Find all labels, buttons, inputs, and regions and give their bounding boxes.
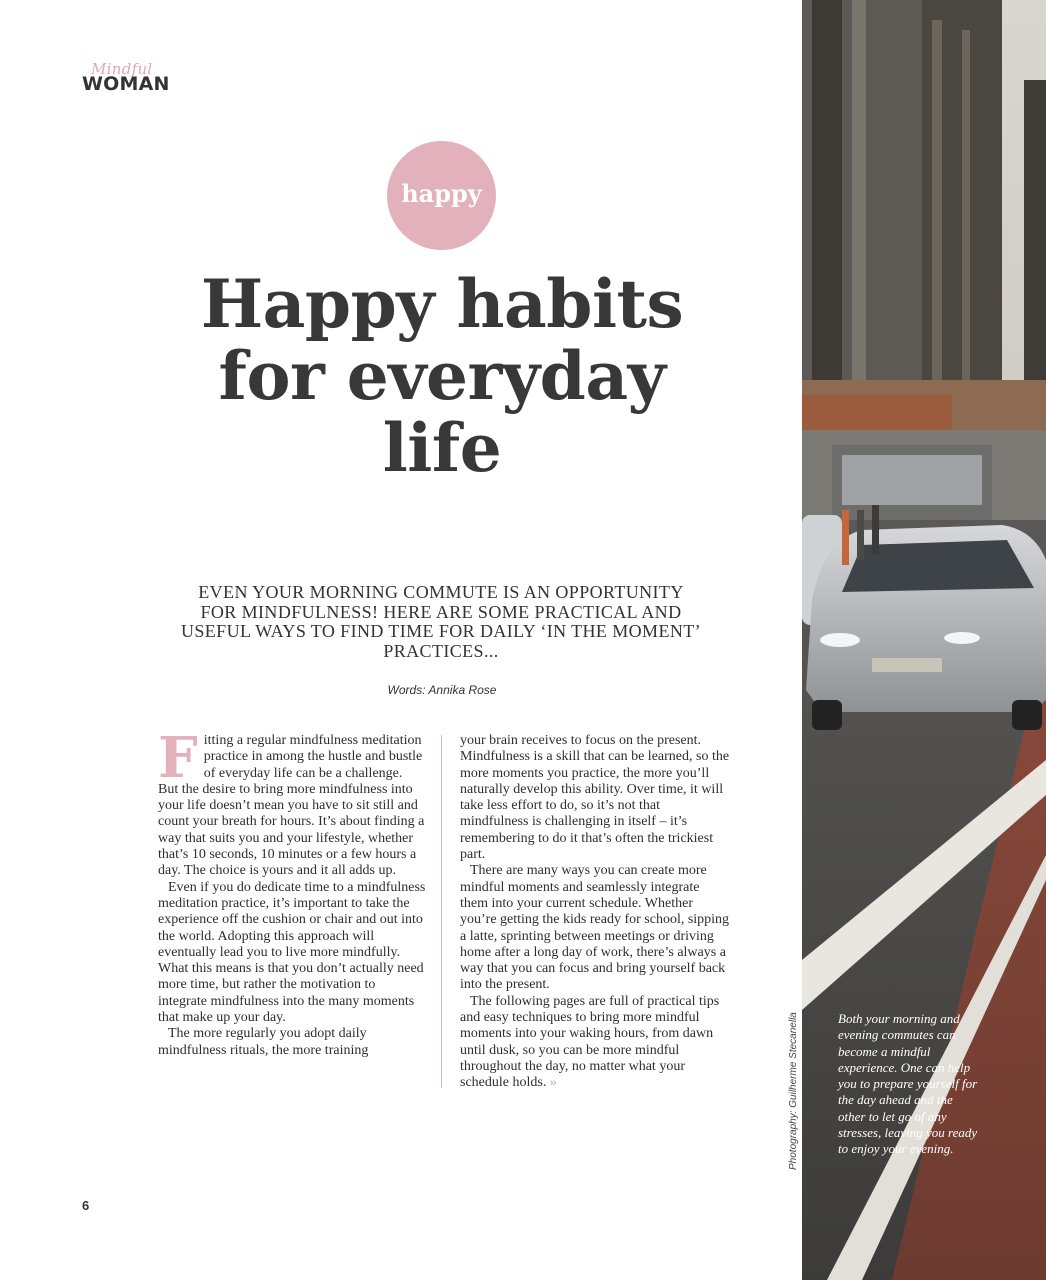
body-paragraph: Even if you do dedicate time to a mindfulness meditation practice, it’s important to take the experience off the cushion or chair and out into the world. Adopting this approach will eventually lead you to live more mindfully. What this means is that you don’t actually need more time, but rather the motivation to integrate mindfulness into the many moments that make up your day. (158, 879, 426, 1026)
section-badge (387, 141, 496, 250)
continue-arrow-icon: » (549, 1075, 557, 1091)
masthead-name: WOMAN (82, 73, 170, 95)
section-badge-label: happy (401, 179, 482, 208)
body-paragraph: your brain receives to focus on the present. Mindfulness is a skill that can be learned, so the more moments you practice, the more you’ll naturally develop this ability. Over time, it will take less effort to do, so it’s not that mindfulness is challenging in itself – it’s remembering to do it that’s often the trickiest part. (460, 733, 730, 863)
body-column-1 (158, 725, 426, 1059)
photo-caption: Both your morning and evening commutes can become a mindful experience. One can help you to prepare yourself for the day ahead and the other to let go of any stresses, leaving you ready to enjoy your evening. (838, 1011, 978, 1157)
page-number: 6 (82, 1198, 90, 1213)
masthead-script: Mindful (91, 60, 153, 78)
photo-credit: Photography: Guilherme Stecanella (788, 1012, 799, 1170)
body-paragraph: The more regularly you adopt daily mindfulness rituals, the more training (158, 1026, 369, 1058)
standfirst: EVEN YOUR MORNING COMMUTE IS AN OPPORTUNITY FOR MINDFULNESS! HERE ARE SOME PRACTICAL AND USEFUL WAYS TO FIND TIME FOR DAILY ‘IN THE MOMENT’ PRACTICES... (180, 582, 702, 661)
body-paragraph: There are many ways you can create more mindful moments and seamlessly integrate them into your current schedule. Whether you’re getting the kids ready for school, sipping a latte, sprinting between meetings or driving home after a long day of work, there’s always a way that you can focus and bring yourself back into the present. (460, 863, 730, 993)
body-paragraph: The following pages are full of practical tips and easy techniques to bring more mindful moments into your waking hours, from dawn until dusk, so you can be more mindful throughout the day, no matter what your schedule holds. » (460, 993, 720, 1091)
byline: Words: Annika Rose (387, 683, 497, 697)
headline: Happy habits for everyday life (200, 265, 684, 487)
column-divider (441, 735, 442, 1088)
body-paragraph: Fitting a regular mindfulness meditation practice in among the hustle and bustle of everyday life can be a challenge. But the desire to bring more mindfulness into your life doesn’t mean you have to sit still and count your breath for hours. It’s about finding a way that suits you and your lifestyle, whether that’s 10 seconds, 10 minutes or a few hours a day. The choice is yours and it all adds up. (158, 725, 425, 879)
body-column-2 (460, 733, 730, 1092)
drop-cap: F (158, 725, 198, 791)
masthead-logo (82, 60, 170, 96)
